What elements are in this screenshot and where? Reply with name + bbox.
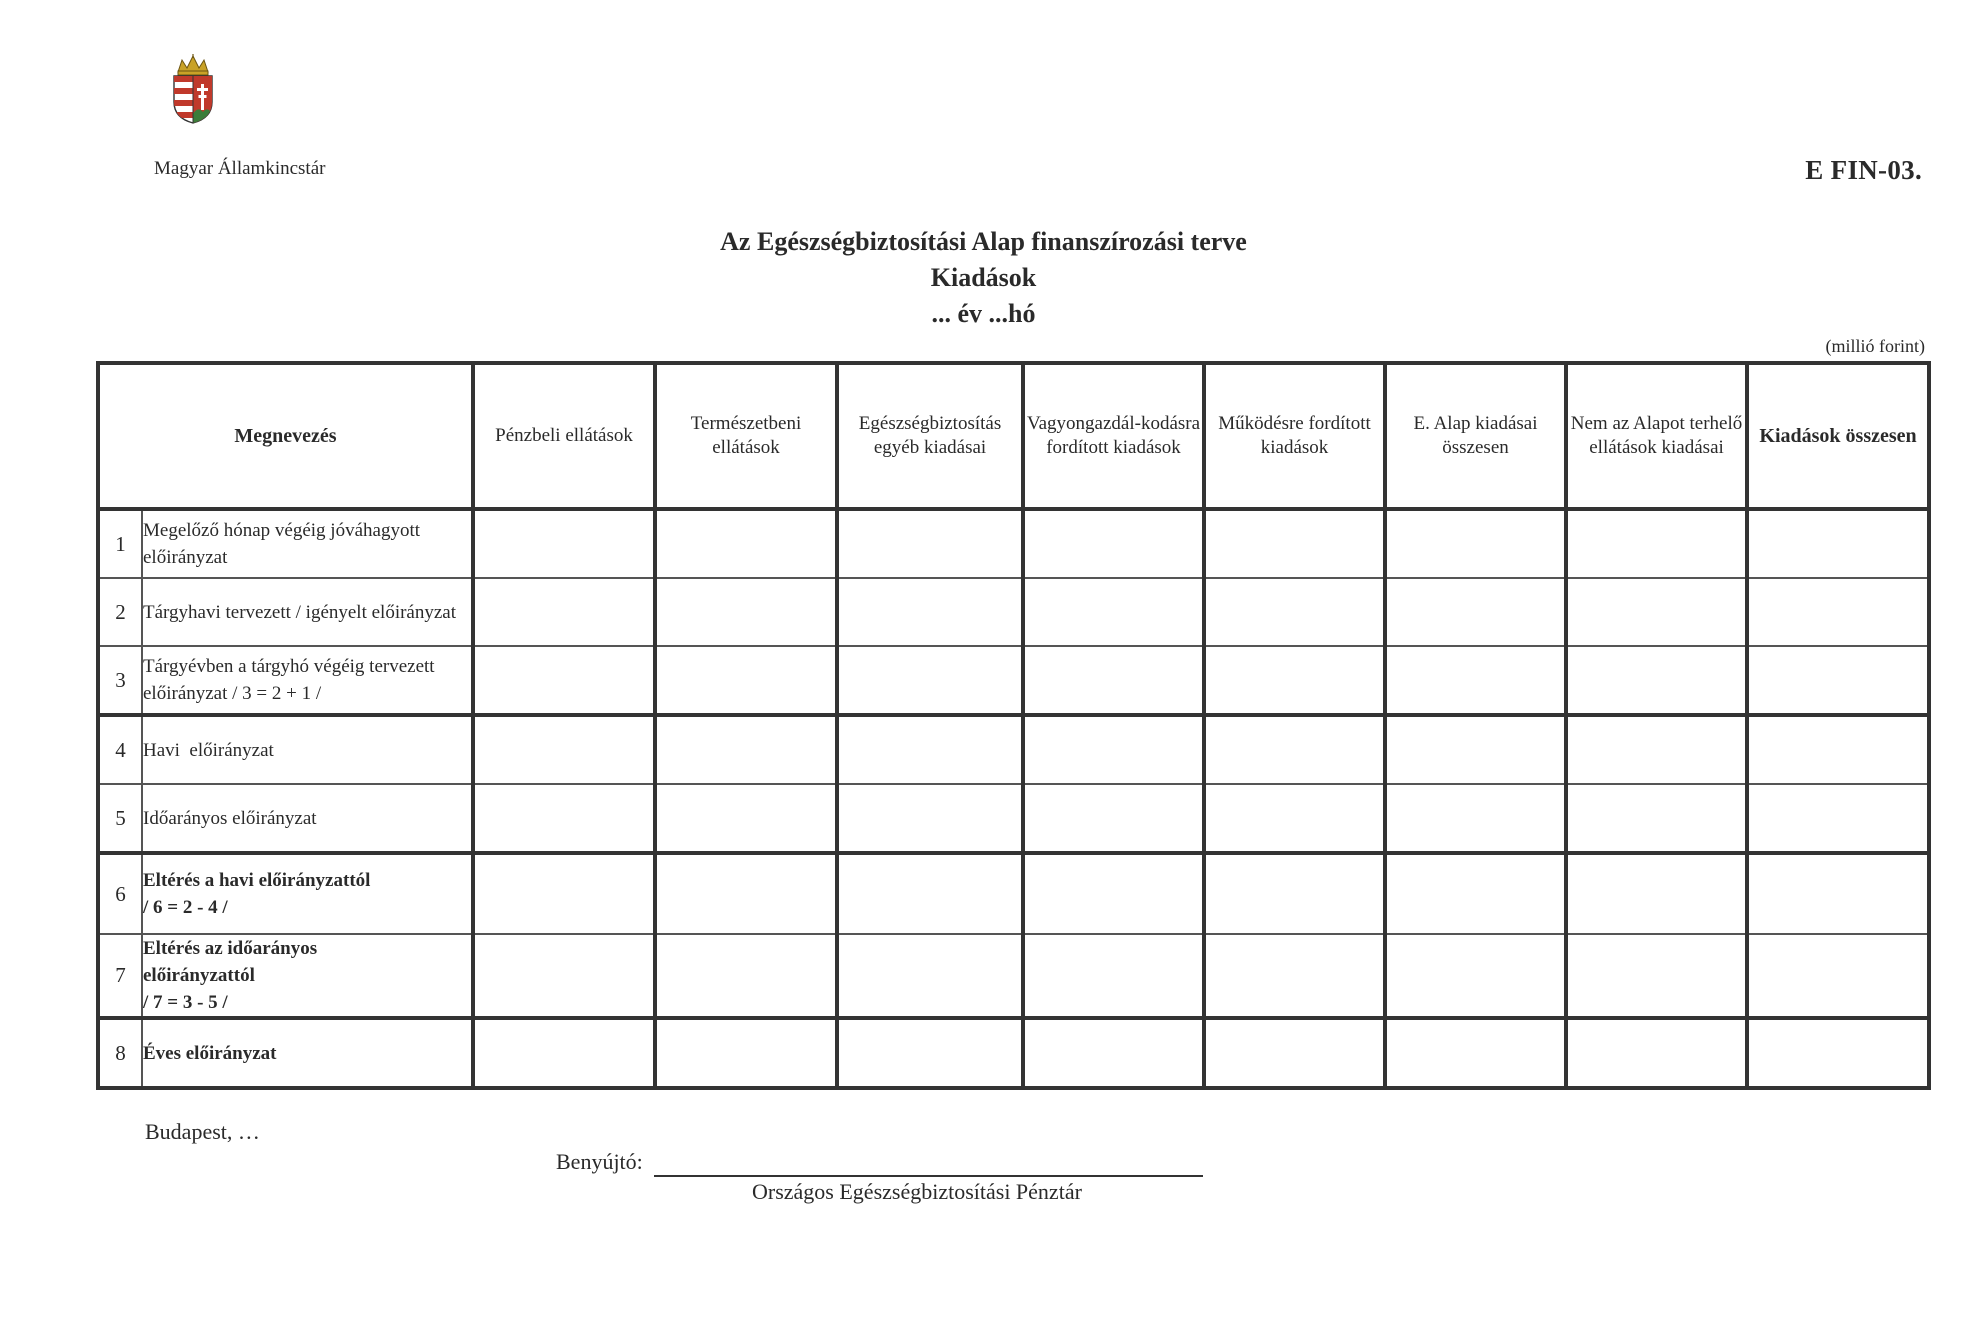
data-cell[interactable] — [837, 646, 1023, 715]
coat-of-arms-icon — [170, 54, 216, 124]
column-header: Nem az Alapot terhelő ellátások kiadásai — [1566, 363, 1747, 509]
submitter-organization: Országos Egészségbiztosítási Pénztár — [752, 1179, 1082, 1204]
data-cell[interactable] — [1204, 853, 1385, 934]
data-cell[interactable] — [1747, 715, 1929, 784]
row-number: 4 — [98, 715, 142, 784]
column-header-megnevezes: Megnevezés — [98, 363, 473, 509]
row-number: 1 — [98, 509, 142, 578]
data-cell[interactable] — [473, 853, 655, 934]
column-header: Pénzbeli ellátások — [473, 363, 655, 509]
data-cell[interactable] — [1023, 578, 1204, 646]
data-cell[interactable] — [1023, 934, 1204, 1018]
unit-note: (millió forint) — [1825, 336, 1925, 356]
row-number: 2 — [98, 578, 142, 646]
column-header: Vagyongazdál-kodásra fordított kiadások — [1023, 363, 1204, 509]
data-cell[interactable] — [1204, 509, 1385, 578]
table-row — [98, 646, 1929, 715]
row-label: Tárgyévben a tárgyhó végéig tervezett előirányzat / 3 = 2 + 1 / — [142, 646, 473, 715]
table-row — [98, 715, 1929, 784]
column-header: E. Alap kiadásai összesen — [1385, 363, 1566, 509]
data-cell[interactable] — [1385, 853, 1566, 934]
data-cell[interactable] — [473, 509, 655, 578]
data-cell[interactable] — [1566, 934, 1747, 1018]
place-date: Budapest, … — [145, 1119, 260, 1144]
row-number: 5 — [98, 784, 142, 853]
data-cell[interactable] — [1566, 509, 1747, 578]
data-cell[interactable] — [1385, 934, 1566, 1018]
row-label: Éves előirányzat — [142, 1018, 473, 1088]
row-label: Időarányos előirányzat — [142, 784, 473, 853]
data-cell[interactable] — [1566, 578, 1747, 646]
data-cell[interactable] — [473, 646, 655, 715]
data-cell[interactable] — [1023, 715, 1204, 784]
row-number: 6 — [98, 853, 142, 934]
data-cell[interactable] — [655, 578, 837, 646]
table-row — [98, 578, 1929, 646]
data-cell[interactable] — [1566, 1018, 1747, 1088]
data-cell[interactable] — [837, 784, 1023, 853]
data-cell[interactable] — [473, 934, 655, 1018]
row-label-formula: / 7 = 3 - 5 / — [143, 992, 228, 1013]
submitter-label: Benyújtó: — [556, 1149, 643, 1174]
data-cell[interactable] — [1566, 853, 1747, 934]
column-header-total: Kiadások összesen — [1747, 363, 1929, 509]
signature-line[interactable] — [654, 1175, 1203, 1177]
row-label: Havi előirányzat — [142, 715, 473, 784]
data-cell[interactable] — [655, 784, 837, 853]
row-label: Megelőző hónap végéig jóváhagyott előirányzat — [142, 509, 473, 578]
column-header: Működésre fordított kiadások — [1204, 363, 1385, 509]
data-cell[interactable] — [1385, 509, 1566, 578]
column-header: Természetbeni ellátások — [655, 363, 837, 509]
data-cell[interactable] — [1385, 578, 1566, 646]
row-number: 7 — [98, 934, 142, 1018]
table-row — [98, 784, 1929, 853]
data-cell[interactable] — [655, 934, 837, 1018]
row-label-line: Eltérés a havi előirányzattól — [143, 870, 371, 891]
data-cell[interactable] — [837, 578, 1023, 646]
data-cell[interactable] — [1204, 934, 1385, 1018]
title-line-2: Kiadások — [930, 263, 1037, 292]
row-label — [142, 853, 473, 934]
row-number: 3 — [98, 646, 142, 715]
data-cell[interactable] — [1747, 853, 1929, 934]
data-cell[interactable] — [1747, 578, 1929, 646]
issuer-name: Magyar Államkincstár — [154, 158, 326, 179]
row-label-formula: / 6 = 2 - 4 / — [143, 897, 228, 918]
data-cell[interactable] — [1204, 715, 1385, 784]
data-cell[interactable] — [837, 853, 1023, 934]
document-title — [0, 224, 1967, 332]
title-line-1: Az Egészségbiztosítási Alap finanszírozási terve — [720, 227, 1247, 256]
data-cell[interactable] — [837, 934, 1023, 1018]
data-cell[interactable] — [1385, 784, 1566, 853]
data-cell[interactable] — [1023, 784, 1204, 853]
data-cell[interactable] — [837, 715, 1023, 784]
data-cell[interactable] — [1385, 715, 1566, 784]
row-number: 8 — [98, 1018, 142, 1088]
data-cell[interactable] — [1204, 784, 1385, 853]
data-cell[interactable] — [1204, 578, 1385, 646]
data-cell[interactable] — [473, 715, 655, 784]
data-cell[interactable] — [655, 853, 837, 934]
expenditure-table — [96, 361, 1931, 1090]
data-cell[interactable] — [1566, 646, 1747, 715]
table-row — [98, 934, 1929, 1018]
data-cell[interactable] — [1385, 1018, 1566, 1088]
data-cell[interactable] — [1385, 646, 1566, 715]
data-cell[interactable] — [473, 784, 655, 853]
data-cell[interactable] — [655, 509, 837, 578]
data-cell[interactable] — [655, 715, 837, 784]
data-cell[interactable] — [837, 1018, 1023, 1088]
data-cell[interactable] — [837, 509, 1023, 578]
table-header-row — [98, 363, 1929, 509]
row-label-line: Eltérés az időarányos előirányzattól — [143, 938, 318, 986]
data-cell[interactable] — [1747, 509, 1929, 578]
form-code: E FIN-03. — [1805, 155, 1922, 185]
data-cell[interactable] — [1566, 784, 1747, 853]
data-cell[interactable] — [1747, 646, 1929, 715]
row-label — [142, 934, 473, 1018]
table-row — [98, 509, 1929, 578]
data-cell[interactable] — [1023, 853, 1204, 934]
data-cell[interactable] — [1023, 1018, 1204, 1088]
data-cell[interactable] — [1747, 1018, 1929, 1088]
data-cell[interactable] — [1566, 715, 1747, 784]
data-cell[interactable] — [473, 1018, 655, 1088]
data-cell[interactable] — [1204, 646, 1385, 715]
table-row — [98, 1018, 1929, 1088]
column-header: Egészségbiztosítás egyéb kiadásai — [837, 363, 1023, 509]
title-line-3: ... év ...hó — [931, 299, 1036, 328]
row-label: Tárgyhavi tervezett / igényelt előirányzat — [142, 578, 473, 646]
data-cell[interactable] — [1204, 1018, 1385, 1088]
data-cell[interactable] — [655, 646, 837, 715]
data-cell[interactable] — [1747, 784, 1929, 853]
table-row — [98, 853, 1929, 934]
data-cell[interactable] — [1747, 934, 1929, 1018]
data-cell[interactable] — [1023, 646, 1204, 715]
data-cell[interactable] — [473, 578, 655, 646]
data-cell[interactable] — [655, 1018, 837, 1088]
data-cell[interactable] — [1023, 509, 1204, 578]
